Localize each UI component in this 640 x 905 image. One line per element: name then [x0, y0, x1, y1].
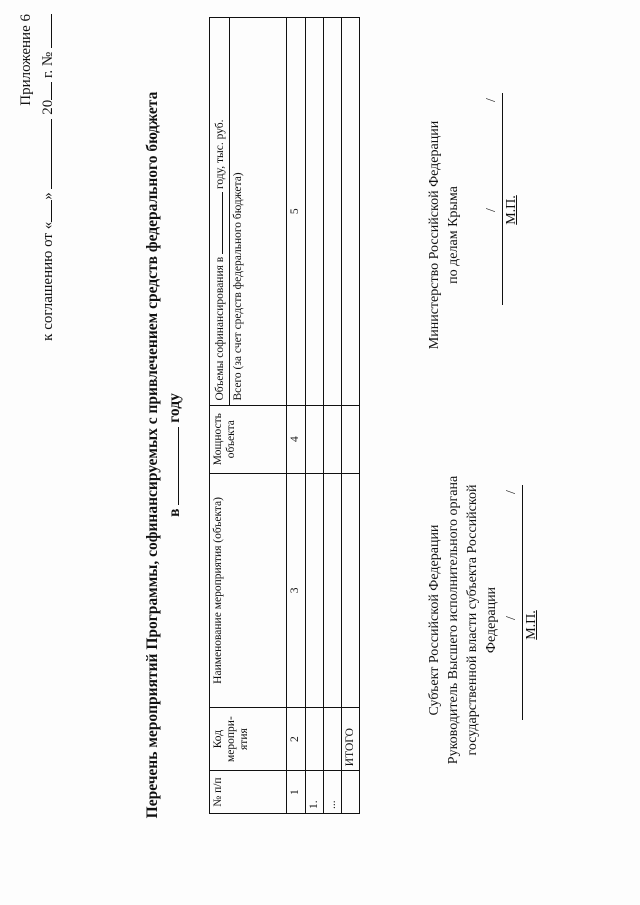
header-volume-prefix: Объемы софинансирования в [214, 256, 226, 401]
total-volume [342, 18, 360, 406]
total-row [342, 18, 360, 814]
agreement-line [37, 14, 59, 341]
right-sig-line2: по делам Крыма [446, 186, 461, 284]
header-name: Наименование мероприятия (объекта) [210, 473, 287, 707]
total-label: ИТОГО [342, 708, 360, 771]
title-year-suffix: году [166, 393, 183, 423]
day-blank [37, 200, 52, 222]
left-signature-line [500, 485, 523, 720]
year-suffix: г. № [40, 51, 56, 79]
left-sig-slash-end: / [504, 490, 519, 494]
title-year-prefix: в [166, 508, 183, 517]
header-volume-suffix: году, тыс. руб. [214, 119, 226, 190]
table-header-row [210, 18, 287, 814]
agreement-prefix: к соглашению от « [40, 221, 56, 341]
header-volume-sub: Всего (за счет средств федерального бюджета) [229, 18, 245, 405]
row-code [306, 708, 324, 771]
left-sig-line2: Руководитель Высшего исполнительного органа [446, 475, 461, 765]
signature-block-left [425, 470, 501, 770]
total-name [342, 473, 360, 707]
signature-block-right [425, 70, 463, 400]
events-table [209, 17, 360, 814]
row-volume [306, 18, 324, 406]
header-volume [210, 18, 287, 406]
right-signature-line [480, 93, 503, 305]
year-prefix: 20 [40, 99, 56, 115]
row-name [306, 473, 324, 707]
row-volume [324, 18, 342, 406]
row-num: ... [324, 771, 342, 814]
total-capacity [342, 405, 360, 473]
table-row [306, 18, 324, 814]
right-sig-slash-end: / [484, 98, 499, 102]
row-num: 1. [306, 771, 324, 814]
header-volume-blank [212, 192, 223, 254]
column-number: 5 [287, 18, 306, 406]
agreement-mid: » [40, 192, 56, 200]
row-capacity [306, 405, 324, 473]
table-row [324, 18, 342, 814]
year-blank [37, 82, 52, 100]
column-number: 3 [287, 473, 306, 707]
row-code [324, 708, 342, 771]
appendix-header [16, 14, 59, 341]
column-number: 4 [287, 405, 306, 473]
appendix-title: Приложение 6 [18, 14, 34, 106]
document-title [142, 75, 186, 835]
title-line1: Перечень мероприятий Программы, софинансируемых с привлечением средств федерального бюджета [144, 91, 161, 819]
right-sig-line1: Министерство Российской Федерации [427, 120, 442, 350]
header-num: № п/п [210, 771, 287, 814]
title-year-line [164, 75, 186, 835]
column-number: 2 [287, 708, 306, 771]
left-sig-line1: Субъект Российской Федерации [427, 524, 442, 716]
row-capacity [324, 405, 342, 473]
header-code: Код меропри-ятия [210, 708, 287, 771]
left-sig-slash: / [504, 616, 519, 620]
month-blank [37, 119, 52, 189]
header-capacity: Мощность объекта [210, 405, 287, 473]
left-sig-line3: государственной власти субъекта Российской Федерации [465, 484, 499, 756]
column-number-row [287, 18, 306, 814]
number-blank [37, 14, 52, 48]
left-stamp-label: М.П. [524, 610, 539, 640]
title-year-blank [164, 427, 179, 505]
total-num [342, 771, 360, 814]
column-number: 1 [287, 771, 306, 814]
right-sig-slash: / [484, 208, 499, 212]
right-stamp-label: М.П. [504, 195, 519, 225]
header-volume-main [212, 22, 227, 401]
row-name [324, 473, 342, 707]
